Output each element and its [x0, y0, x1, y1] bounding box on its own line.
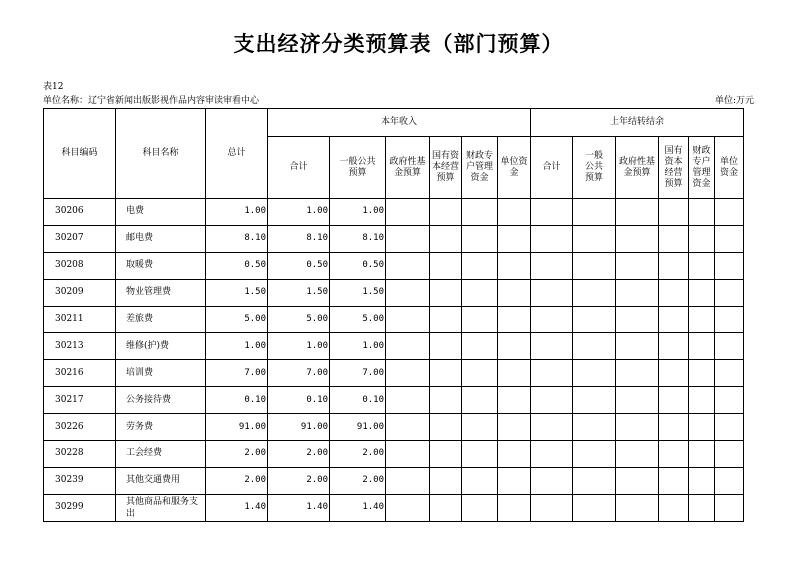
- row-empty-cell: [616, 414, 659, 441]
- row-empty-cell: [498, 199, 531, 226]
- row-empty-cell: [386, 199, 430, 226]
- row-empty-cell: [531, 494, 573, 521]
- row-empty-cell: [573, 360, 616, 387]
- row-empty-cell: [616, 306, 659, 333]
- header-prior-sum: 合计: [531, 137, 573, 199]
- row-empty-cell: [659, 414, 689, 441]
- row-name: 维修(护)费: [116, 333, 206, 360]
- row-empty-cell: [430, 225, 462, 252]
- row-empty-cell: [498, 360, 531, 387]
- row-empty-cell: [430, 199, 462, 226]
- row-empty-cell: [430, 279, 462, 306]
- header-current-sum: 合计: [268, 137, 330, 199]
- table-row: [44, 387, 744, 414]
- row-total: 1.40: [206, 494, 268, 521]
- table-row: [44, 279, 744, 306]
- row-empty-cell: [715, 441, 744, 468]
- row-name: 工会经费: [116, 441, 206, 468]
- row-empty-cell: [462, 360, 498, 387]
- row-empty-cell: [498, 252, 531, 279]
- row-code: 30208: [44, 252, 116, 279]
- row-code: 30207: [44, 225, 116, 252]
- row-empty-cell: [573, 467, 616, 494]
- row-empty-cell: [715, 494, 744, 521]
- row-current-general: 0.10: [330, 387, 386, 414]
- table-row: [44, 360, 744, 387]
- row-empty-cell: [689, 360, 715, 387]
- row-empty-cell: [531, 333, 573, 360]
- row-empty-cell: [531, 199, 573, 226]
- row-empty-cell: [689, 225, 715, 252]
- row-empty-cell: [462, 252, 498, 279]
- row-empty-cell: [386, 360, 430, 387]
- row-empty-cell: [430, 441, 462, 468]
- row-empty-cell: [462, 441, 498, 468]
- row-empty-cell: [659, 467, 689, 494]
- row-name: 公务接待费: [116, 387, 206, 414]
- row-empty-cell: [616, 467, 659, 494]
- row-empty-cell: [462, 306, 498, 333]
- row-empty-cell: [689, 414, 715, 441]
- header-total: 总计: [206, 109, 268, 199]
- row-empty-cell: [531, 225, 573, 252]
- row-code: 30226: [44, 414, 116, 441]
- row-empty-cell: [659, 199, 689, 226]
- row-empty-cell: [430, 306, 462, 333]
- row-empty-cell: [386, 333, 430, 360]
- row-total: 1.00: [206, 199, 268, 226]
- row-current-sum: 1.00: [268, 333, 330, 360]
- row-name: 其他商品和服务支出: [116, 494, 206, 521]
- header-prior-general: 一般公共预算: [573, 137, 616, 199]
- row-empty-cell: [659, 225, 689, 252]
- row-current-general: 7.00: [330, 360, 386, 387]
- row-name: 其他交通费用: [116, 467, 206, 494]
- row-empty-cell: [715, 199, 744, 226]
- row-total: 0.10: [206, 387, 268, 414]
- row-empty-cell: [616, 252, 659, 279]
- row-empty-cell: [616, 494, 659, 521]
- row-empty-cell: [616, 441, 659, 468]
- row-total: 0.50: [206, 252, 268, 279]
- row-current-general: 8.10: [330, 225, 386, 252]
- row-empty-cell: [498, 441, 531, 468]
- header-current-unitfund: 单位资金: [498, 137, 531, 199]
- row-empty-cell: [498, 306, 531, 333]
- header-prior-govfund: 政府性基金预算: [616, 137, 659, 199]
- row-empty-cell: [430, 387, 462, 414]
- row-empty-cell: [531, 252, 573, 279]
- table-row: [44, 306, 744, 333]
- row-empty-cell: [659, 494, 689, 521]
- row-current-sum: 1.50: [268, 279, 330, 306]
- row-empty-cell: [498, 387, 531, 414]
- row-current-general: 1.40: [330, 494, 386, 521]
- header-current-general: 一般公共预算: [330, 137, 386, 199]
- row-empty-cell: [573, 414, 616, 441]
- row-empty-cell: [573, 225, 616, 252]
- row-empty-cell: [715, 387, 744, 414]
- row-empty-cell: [689, 441, 715, 468]
- row-empty-cell: [573, 199, 616, 226]
- row-empty-cell: [573, 387, 616, 414]
- row-empty-cell: [386, 441, 430, 468]
- row-empty-cell: [498, 494, 531, 521]
- row-empty-cell: [531, 467, 573, 494]
- row-empty-cell: [616, 333, 659, 360]
- header-name: 科目名称: [116, 109, 206, 199]
- row-empty-cell: [573, 441, 616, 468]
- row-empty-cell: [689, 306, 715, 333]
- row-total: 2.00: [206, 467, 268, 494]
- row-empty-cell: [689, 467, 715, 494]
- row-empty-cell: [498, 467, 531, 494]
- row-empty-cell: [462, 494, 498, 521]
- header-current-govfund: 政府性基金预算: [386, 137, 430, 199]
- row-empty-cell: [659, 387, 689, 414]
- row-empty-cell: [498, 225, 531, 252]
- row-total: 8.10: [206, 225, 268, 252]
- row-code: 30228: [44, 441, 116, 468]
- row-code: 30239: [44, 467, 116, 494]
- row-code: 30299: [44, 494, 116, 521]
- row-current-sum: 91.00: [268, 414, 330, 441]
- row-empty-cell: [659, 333, 689, 360]
- header-prior-stateasset: 国有资本经营预算: [659, 137, 689, 199]
- row-current-general: 0.50: [330, 252, 386, 279]
- table-number: 表12: [43, 82, 64, 92]
- row-empty-cell: [386, 387, 430, 414]
- row-code: 30217: [44, 387, 116, 414]
- row-empty-cell: [573, 252, 616, 279]
- row-empty-cell: [689, 279, 715, 306]
- row-empty-cell: [386, 279, 430, 306]
- row-name: 劳务费: [116, 414, 206, 441]
- row-name: 取暖费: [116, 252, 206, 279]
- row-empty-cell: [715, 333, 744, 360]
- row-empty-cell: [573, 333, 616, 360]
- row-empty-cell: [659, 441, 689, 468]
- row-empty-cell: [689, 252, 715, 279]
- row-empty-cell: [386, 414, 430, 441]
- row-current-general: 5.00: [330, 306, 386, 333]
- table-row: [44, 225, 744, 252]
- row-total: 5.00: [206, 306, 268, 333]
- row-empty-cell: [386, 225, 430, 252]
- row-total: 2.00: [206, 441, 268, 468]
- row-empty-cell: [689, 333, 715, 360]
- row-empty-cell: [531, 306, 573, 333]
- row-empty-cell: [430, 467, 462, 494]
- row-empty-cell: [659, 252, 689, 279]
- row-current-general: 1.50: [330, 279, 386, 306]
- row-code: 30213: [44, 333, 116, 360]
- header-prior-carryover: 上年结转结余: [531, 109, 744, 137]
- row-total: 1.50: [206, 279, 268, 306]
- table-row: [44, 414, 744, 441]
- row-current-sum: 5.00: [268, 306, 330, 333]
- row-current-sum: 2.00: [268, 467, 330, 494]
- row-current-sum: 2.00: [268, 441, 330, 468]
- row-empty-cell: [386, 467, 430, 494]
- row-empty-cell: [462, 387, 498, 414]
- row-code: 30209: [44, 279, 116, 306]
- row-empty-cell: [715, 467, 744, 494]
- row-current-general: 91.00: [330, 414, 386, 441]
- row-empty-cell: [430, 360, 462, 387]
- row-empty-cell: [616, 387, 659, 414]
- row-current-general: 1.00: [330, 199, 386, 226]
- row-total: 7.00: [206, 360, 268, 387]
- table-row: [44, 252, 744, 279]
- row-empty-cell: [715, 360, 744, 387]
- row-empty-cell: [386, 252, 430, 279]
- row-empty-cell: [462, 199, 498, 226]
- table-row: [44, 199, 744, 226]
- row-empty-cell: [659, 306, 689, 333]
- table-row: [44, 467, 744, 494]
- row-current-general: 1.00: [330, 333, 386, 360]
- row-current-sum: 7.00: [268, 360, 330, 387]
- header-current-special: 财政专户管理资金: [462, 137, 498, 199]
- row-current-sum: 0.50: [268, 252, 330, 279]
- row-empty-cell: [715, 414, 744, 441]
- header-current-income: 本年收入: [268, 109, 531, 137]
- row-current-sum: 1.40: [268, 494, 330, 521]
- row-current-sum: 0.10: [268, 387, 330, 414]
- row-empty-cell: [689, 387, 715, 414]
- row-empty-cell: [430, 333, 462, 360]
- page-title: 支出经济分类预算表（部门预算）: [233, 31, 564, 56]
- row-current-general: 2.00: [330, 441, 386, 468]
- table-row: [44, 333, 744, 360]
- row-code: 30211: [44, 306, 116, 333]
- row-code: 30206: [44, 199, 116, 226]
- row-empty-cell: [715, 279, 744, 306]
- row-current-general: 2.00: [330, 467, 386, 494]
- row-empty-cell: [386, 306, 430, 333]
- header-code: 科目编码: [44, 109, 116, 199]
- row-empty-cell: [616, 225, 659, 252]
- row-empty-cell: [715, 252, 744, 279]
- row-empty-cell: [616, 199, 659, 226]
- row-empty-cell: [573, 306, 616, 333]
- row-total: 1.00: [206, 333, 268, 360]
- row-empty-cell: [531, 414, 573, 441]
- row-empty-cell: [715, 225, 744, 252]
- row-empty-cell: [659, 360, 689, 387]
- budget-table: [43, 108, 744, 522]
- row-empty-cell: [498, 414, 531, 441]
- row-empty-cell: [531, 360, 573, 387]
- row-empty-cell: [498, 333, 531, 360]
- row-code: 30216: [44, 360, 116, 387]
- row-empty-cell: [689, 494, 715, 521]
- row-name: 差旅费: [116, 306, 206, 333]
- row-current-sum: 1.00: [268, 199, 330, 226]
- row-empty-cell: [715, 306, 744, 333]
- row-empty-cell: [462, 279, 498, 306]
- table-row: [44, 494, 744, 521]
- row-empty-cell: [462, 467, 498, 494]
- row-empty-cell: [531, 387, 573, 414]
- row-empty-cell: [386, 494, 430, 521]
- row-empty-cell: [462, 333, 498, 360]
- unit-name: 单位名称：辽宁省新闻出版影视作品内容审读审看中心: [43, 96, 260, 106]
- row-empty-cell: [689, 199, 715, 226]
- table-row: [44, 441, 744, 468]
- row-empty-cell: [531, 441, 573, 468]
- row-empty-cell: [531, 279, 573, 306]
- row-current-sum: 8.10: [268, 225, 330, 252]
- row-name: 物业管理费: [116, 279, 206, 306]
- header-prior-unitfund: 单位资金: [715, 137, 744, 199]
- row-empty-cell: [616, 279, 659, 306]
- row-empty-cell: [430, 494, 462, 521]
- header-current-stateasset: 国有资本经营预算: [430, 137, 462, 199]
- row-total: 91.00: [206, 414, 268, 441]
- row-name: 培训费: [116, 360, 206, 387]
- row-empty-cell: [462, 414, 498, 441]
- row-empty-cell: [659, 279, 689, 306]
- row-empty-cell: [573, 279, 616, 306]
- row-empty-cell: [616, 360, 659, 387]
- row-name: 邮电费: [116, 225, 206, 252]
- row-empty-cell: [462, 225, 498, 252]
- row-name: 电费: [116, 199, 206, 226]
- currency-unit: 单位:万元: [714, 96, 754, 106]
- row-empty-cell: [430, 414, 462, 441]
- row-empty-cell: [498, 279, 531, 306]
- header-prior-special: 财政专户管理资金: [689, 137, 715, 199]
- row-empty-cell: [430, 252, 462, 279]
- row-empty-cell: [573, 494, 616, 521]
